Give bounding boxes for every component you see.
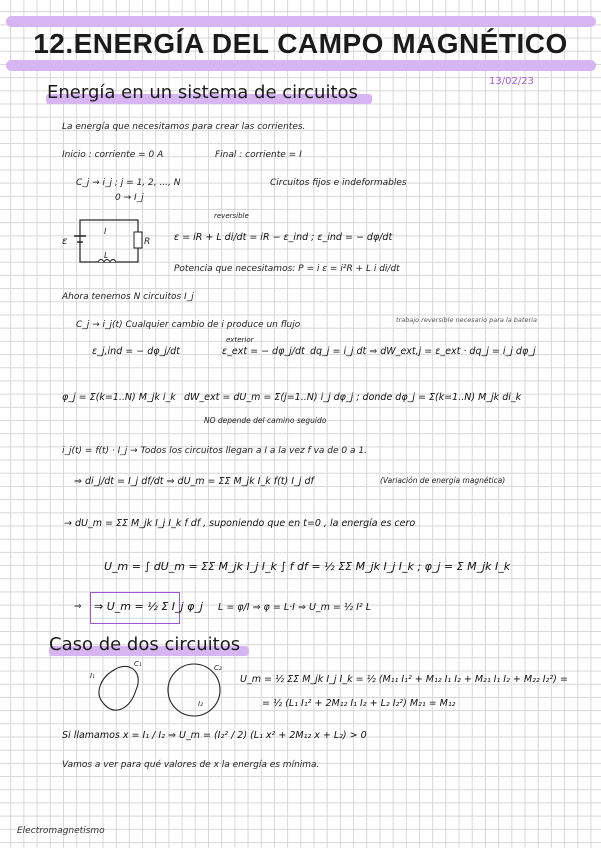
reversible-note: reversible [214, 212, 249, 220]
closing-text: Vamos a ver para qué valores de x la energía es mínima. [62, 760, 320, 770]
work-equation: dq_j = i_j dt ⇒ dW_ext,j = ε_ext · dq_j = i_j dφ_j [310, 346, 536, 357]
external-emf-eq: ε_ext = − dφ_j/dt [222, 346, 305, 357]
label-i1: I₁ [90, 672, 95, 680]
title-band-bottom [6, 60, 596, 71]
circuit-desc: Circuitos fijos e indeformables [270, 178, 407, 188]
parametrization-line: i_j(t) = f(t) · I_j → Todos los circuitos llegan a I a la vez f va de 0 a 1. [62, 446, 367, 456]
change-line: C_j → i_j(t) Cualquier cambio de i produce un flujo [76, 320, 301, 330]
svg-text:R: R [144, 237, 151, 247]
title-band-top [6, 16, 596, 27]
dum-equation: → dU_m = ΣΣ M_jk I_j I_k f df , suponiendo que en t=0 , la energía es cero [64, 518, 416, 529]
label-c2: C₂ [214, 664, 222, 672]
flux-note: trabajo reversible necesario para la bateria [396, 316, 537, 324]
circuit-range: 0 → I_j [115, 193, 144, 203]
final-text: Final : corriente = I [215, 150, 302, 160]
exterior-note: exterior [226, 336, 254, 344]
intro-text: La energía que necesitamos para crear las corrientes. [62, 122, 306, 132]
svg-text:ε: ε [62, 236, 68, 247]
rl-circuit-diagram [60, 212, 155, 274]
svg-text:L: L [104, 251, 109, 260]
footer-subject: Electromagnetismo [17, 826, 105, 836]
induced-emf-eq: ε_j,ind = − dφ_j/dt [92, 346, 180, 357]
current-derivative-eq: ⇒ di_j/dt = I_j df/dt ⇒ dU_m = ΣΣ M_jk I_k f(t) I_j df [74, 476, 314, 487]
energy-differential-eq: dW_ext = dU_m = Σ(j=1..N) i_j dφ_j ; donde dφ_j = Σ(k=1..N) M_jk di_k [184, 392, 522, 403]
x-definition-eq: Si llamamos x = I₁ / I₂ ⇒ U_m = (I₂² / 2) (L₁ x² + 2M₁₂ x + L₂) > 0 [62, 730, 367, 741]
section1-heading: Energía en un sistema de circuitos [47, 82, 358, 103]
svg-text:I: I [104, 227, 107, 236]
energy-integral-eq: U_m = ∫ dU_m = ΣΣ M_jk I_j I_k ∫ f df = ½ ΣΣ M_jk I_j I_k ; φ_j = Σ M_jk I_k [104, 560, 511, 573]
flux-equation: φ_j = Σ(k=1..N) M_jk i_k [62, 392, 176, 403]
power-equation: Potencia que necesitamos: P = i ε = i²R + L i di/dt [174, 264, 400, 274]
circuit-map: C_j → i_j ; j = 1, 2, ..., N [76, 178, 181, 188]
two-circuit-energy-eq: U_m = ½ ΣΣ M_jk I_j I_k = ½ (M₁₁ I₁² + M₁₂ I₁ I₂ + M₂₁ I₁ I₂ + M₂₂ I₂²) = [240, 674, 568, 685]
self-inductance-eq: L = φ/I ⇒ φ = L·I ⇒ U_m = ½ I² L [218, 602, 372, 613]
n-circuits-text: Ahora tenemos N circuitos I_j [62, 292, 194, 302]
result-arrow: ⇒ [74, 602, 82, 612]
page-date: 13/02/23 [489, 76, 534, 87]
variation-note: (Variación de energía magnética) [380, 476, 506, 485]
page-title: 12.ENERGÍA DEL CAMPO MAGNÉTICO [33, 28, 568, 59]
result-equation: ⇒ U_m = ½ Σ I_j φ_j [94, 600, 203, 613]
label-c1: C₁ [134, 660, 142, 668]
initial-text: Inicio : corriente = 0 A [62, 150, 164, 160]
two-circuits-sketch [84, 660, 234, 722]
two-circuit-energy-eq-2: = ½ (L₁ I₁² + 2M₁₂ I₁ I₂ + L₂ I₂²) M₂₁ = M₁₂ [262, 698, 456, 709]
section2-heading: Caso de dos circuitos [49, 634, 241, 655]
label-i2: I₂ [198, 700, 203, 708]
path-note: NO depende del camino seguido [204, 416, 327, 425]
emf-equation: ε = iR + L di/dt = iR − ε_ind ; ε_ind = − dφ/dt [174, 232, 393, 243]
